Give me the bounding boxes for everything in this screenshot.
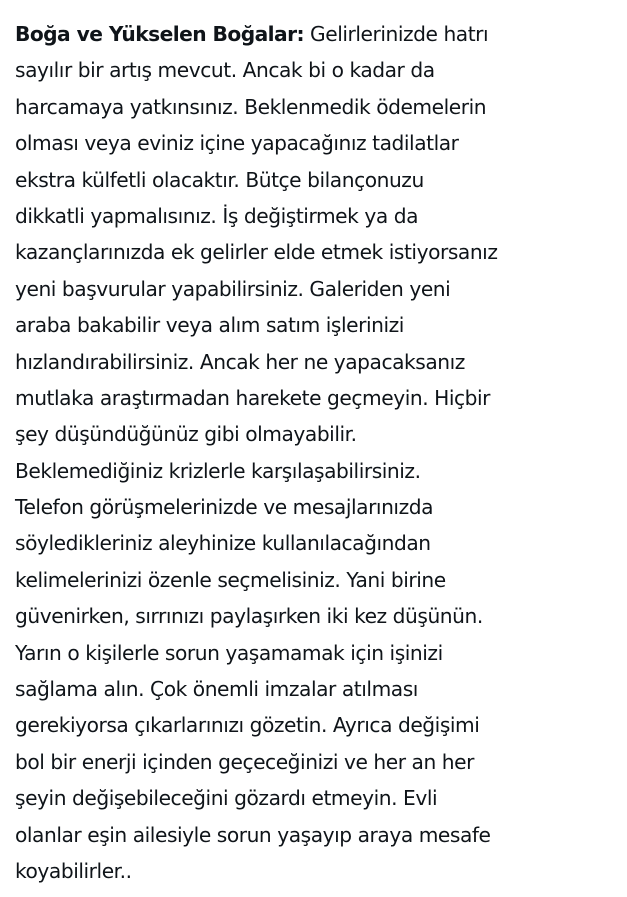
text-line: söyledikleriniz aleyhinize kullanılacağından	[15, 531, 431, 556]
post-text	[15, 16, 615, 889]
sign-heading: Boğa ve Yükselen Boğalar:	[15, 22, 305, 46]
text-line: kelimelerinizi özenle seçmelisiniz. Yani birine	[15, 567, 446, 592]
text-line: araba bakabilir veya alım satım işlerinizi	[15, 313, 404, 338]
text-line: ekstra külfetli olacaktır. Bütçe bilançonuzu	[15, 167, 424, 192]
text-line: Beklemediğiniz krizlerle karşılaşabilirsiniz.	[15, 458, 421, 483]
text-line: harcamaya yatkınsınız. Beklenmedik ödemelerin	[15, 94, 487, 119]
text-line: şeyin değişebileceğini gözardı etmeyin. Evli	[15, 786, 438, 811]
text-line: mutlaka araştırmadan harekete geçmeyin. Hiçbir	[15, 385, 491, 410]
text-line: sayılır bir artış mevcut. Ancak bi o kadar da	[15, 58, 435, 83]
text-line: olanlar eşin ailesiyle sorun yaşayıp araya mesafe	[15, 822, 491, 847]
text-line: bol bir enerji içinden geçeceğinizi ve her an her	[15, 749, 474, 774]
text-line: yeni başvurular yapabilirsiniz. Galeriden yeni	[15, 276, 451, 301]
text-line	[15, 16, 615, 52]
text-line: kazançlarınızda ek gelirler elde etmek istiyorsanız	[15, 240, 498, 265]
text-line-content: Gelirlerinizde hatrı	[304, 22, 489, 46]
text-line: şey düşündüğünüz gibi olmayabilir.	[15, 422, 357, 447]
text-line: hızlandırabilirsiniz. Ancak her ne yapacaksanız	[15, 349, 465, 374]
text-line: sağlama alın. Çok önemli imzalar atılması	[15, 677, 418, 702]
text-line: dikkatli yapmalısınız. İş değiştirmek ya da	[15, 203, 419, 228]
text-line: güvenirken, sırrınızı paylaşırken iki kez düşünün.	[15, 604, 483, 629]
text-line: olması veya eviniz içine yapacağınız tadilatlar	[15, 131, 459, 156]
text-line: gerekiyorsa çıkarlarınızı gözetin. Ayrıca değişimi	[15, 713, 480, 738]
text-line: koyabilirler..	[15, 858, 132, 883]
text-line: Yarın o kişilerle sorun yaşamamak için işinizi	[15, 640, 443, 665]
text-line: Telefon görüşmelerinizde ve mesajlarınızda	[15, 495, 434, 520]
